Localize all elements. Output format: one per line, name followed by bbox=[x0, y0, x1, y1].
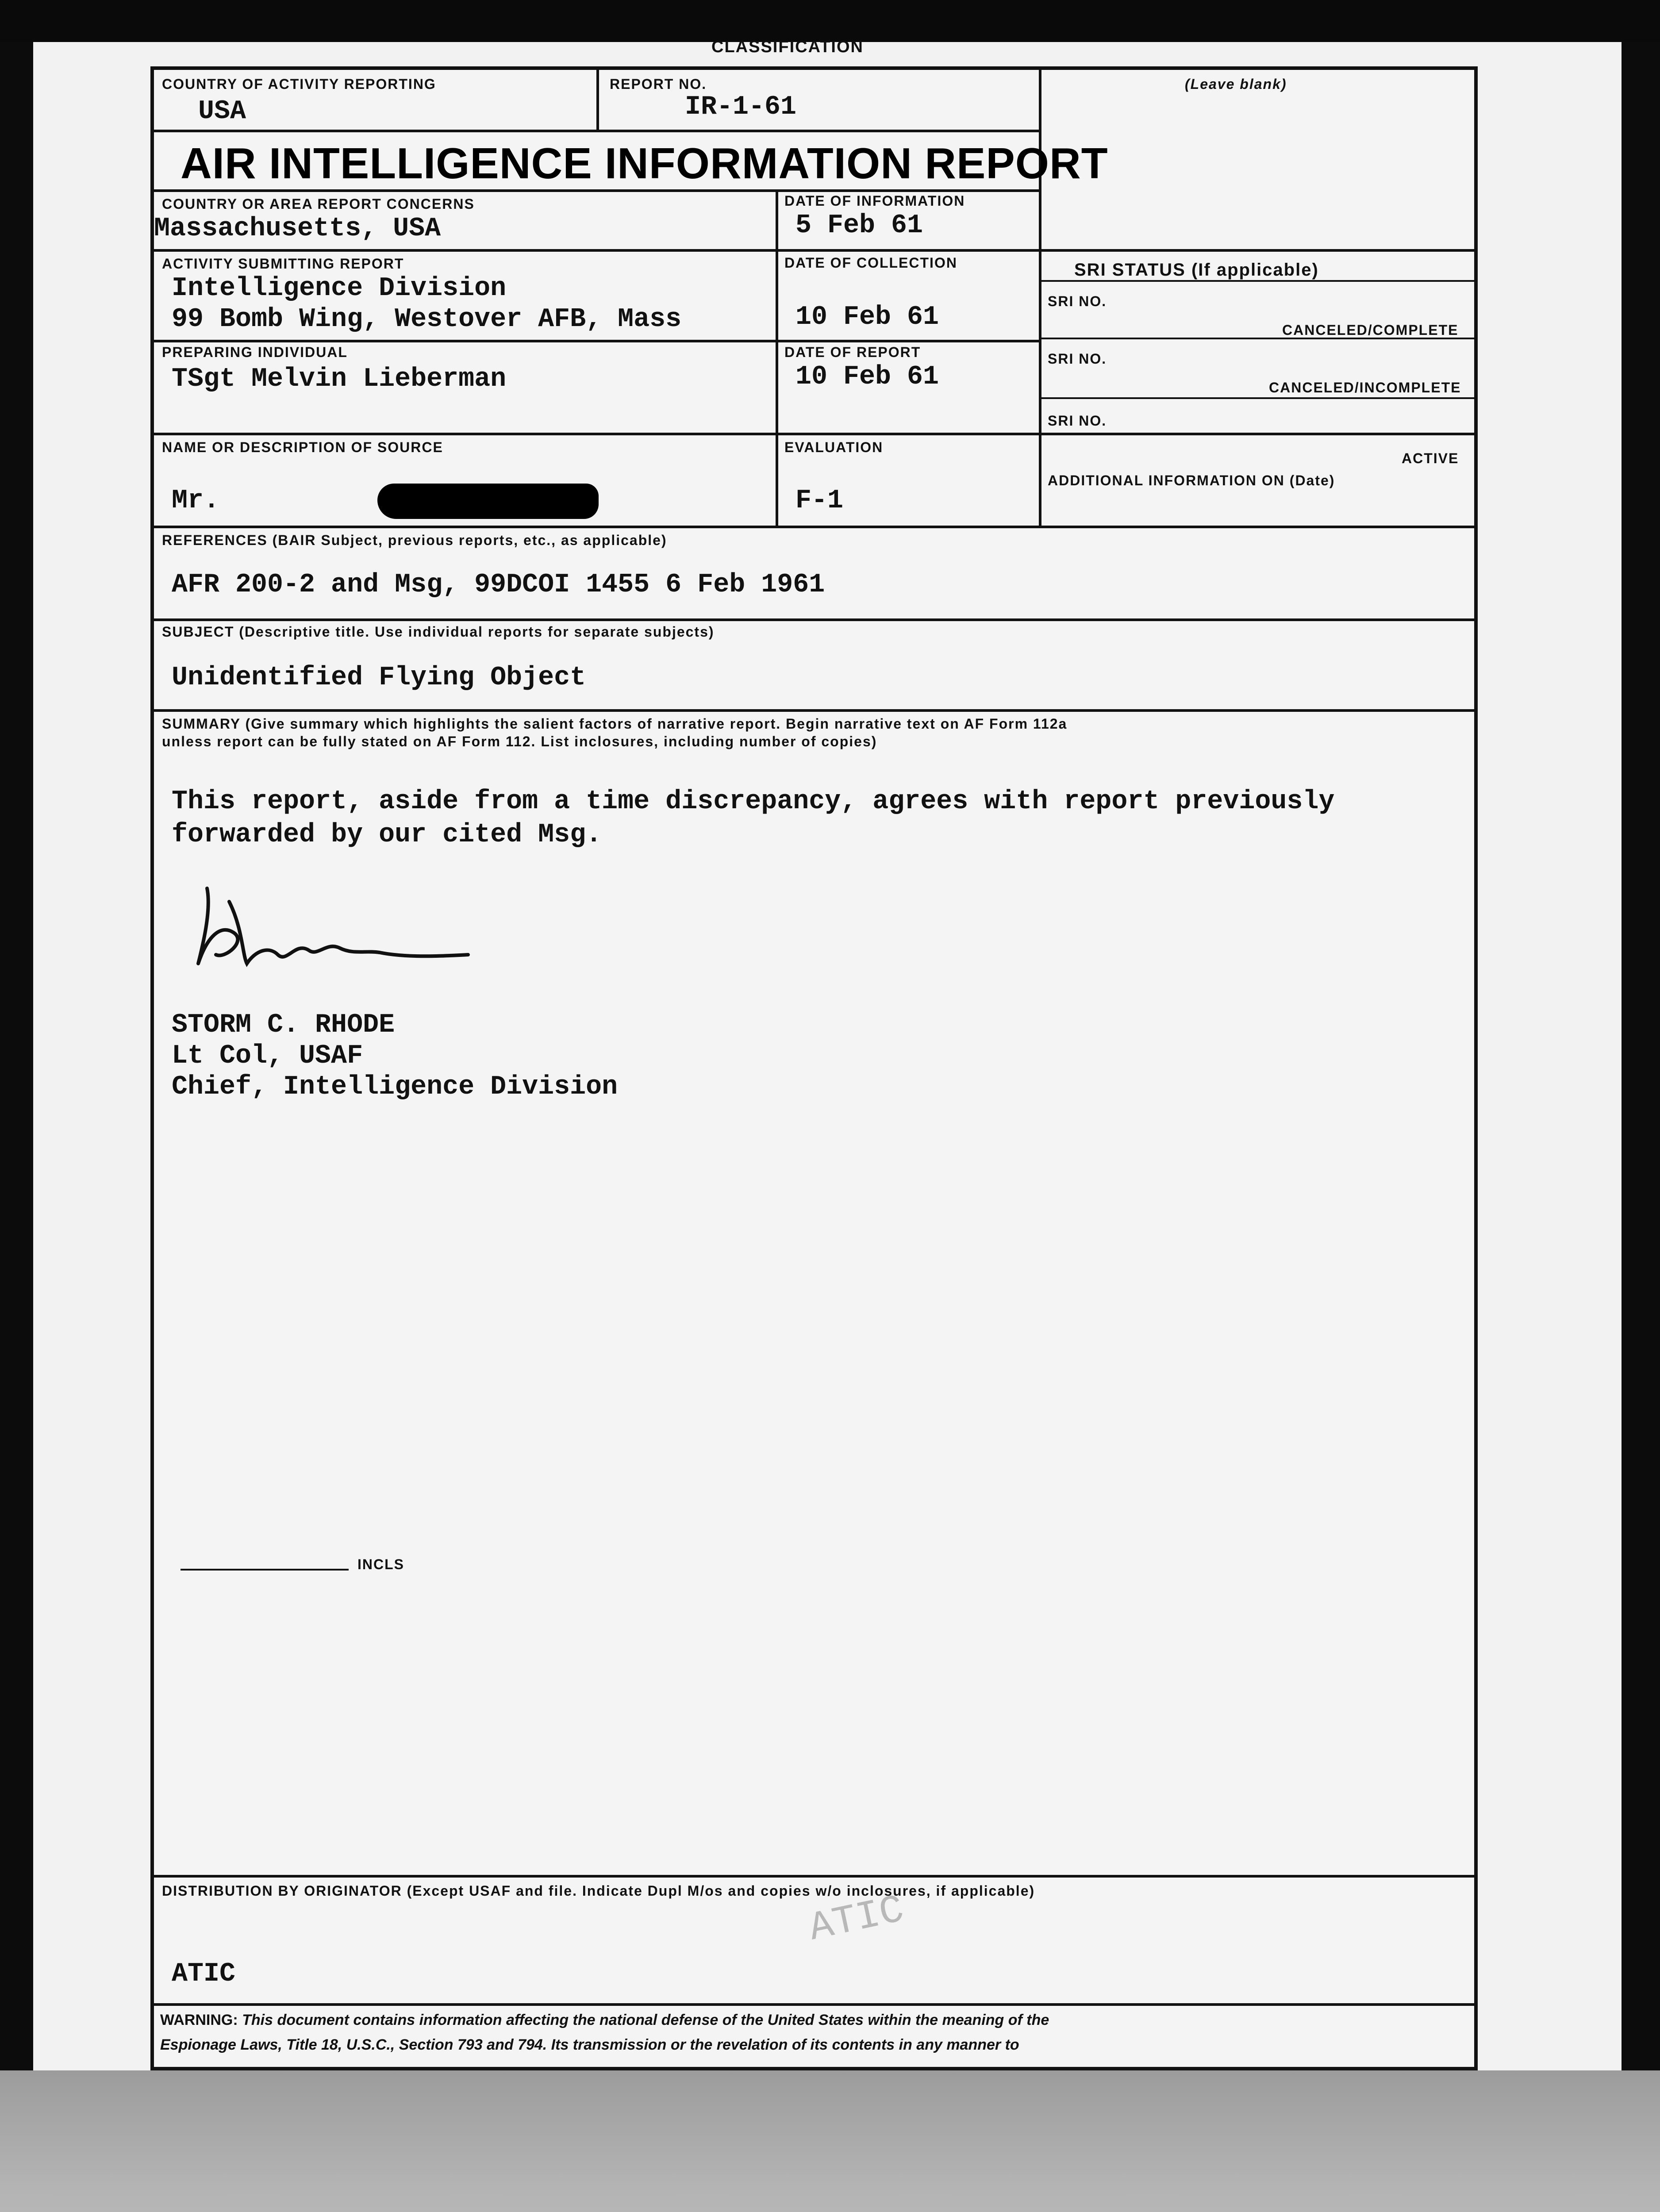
rule bbox=[596, 70, 599, 130]
scan-top-border bbox=[0, 0, 1660, 42]
sri-status-label: SRI STATUS (If applicable) bbox=[1074, 260, 1319, 280]
date-of-collection-label: DATE OF COLLECTION bbox=[784, 255, 957, 271]
activity-submitting-line2: 99 Bomb Wing, Westover AFB, Mass bbox=[172, 304, 682, 334]
date-of-report-label: DATE OF REPORT bbox=[784, 344, 921, 360]
rule bbox=[154, 340, 1039, 342]
rule bbox=[154, 130, 1039, 132]
atic-stamp: ATIC bbox=[805, 1887, 908, 1952]
summary-label-line2: unless report can be fully stated on AF Form 112. List inclosures, including number of copies) bbox=[162, 733, 877, 749]
signer-title: Chief, Intelligence Division bbox=[172, 1072, 618, 1102]
report-no-label: REPORT NO. bbox=[610, 76, 707, 92]
warning-text-1: This document contains information affecting the national defense of the United States within the meaning of the bbox=[242, 2012, 1049, 2028]
preparing-individual-label: PREPARING INDIVIDUAL bbox=[162, 344, 348, 360]
source-label: NAME OR DESCRIPTION OF SOURCE bbox=[162, 439, 443, 455]
redaction-mark bbox=[377, 484, 599, 519]
rule bbox=[1039, 280, 1474, 282]
sri-canceled-incomplete: CANCELED/INCOMPLETE bbox=[1269, 380, 1461, 396]
date-of-information-label: DATE OF INFORMATION bbox=[784, 193, 965, 209]
rule bbox=[154, 526, 1474, 528]
summary-label-line1: SUMMARY (Give summary which highlights the salient factors of narrative report. Begin narrative text on AF Form 112a bbox=[162, 716, 1068, 732]
rule bbox=[154, 1875, 1474, 1878]
references-value: AFR 200-2 and Msg, 99DCOI 1455 6 Feb 1961 bbox=[172, 570, 825, 600]
subject-value: Unidentified Flying Object bbox=[172, 663, 586, 693]
rule bbox=[1039, 397, 1474, 399]
report-form bbox=[150, 66, 1478, 2070]
date-of-report-value: 10 Feb 61 bbox=[795, 362, 939, 392]
evaluation-value: F-1 bbox=[795, 486, 844, 516]
signature-mark bbox=[181, 875, 534, 1021]
rule bbox=[776, 189, 778, 526]
rule bbox=[154, 618, 1474, 621]
sri-canceled-complete: CANCELED/COMPLETE bbox=[1282, 322, 1459, 338]
report-no-value: IR-1-61 bbox=[685, 92, 797, 122]
leave-blank-label: (Leave blank) bbox=[1185, 76, 1287, 92]
scan-bottom-area bbox=[0, 2070, 1660, 2212]
sri-additional-info: ADDITIONAL INFORMATION ON (Date) bbox=[1048, 472, 1335, 488]
form-title: AIR INTELLIGENCE INFORMATION REPORT bbox=[181, 139, 1108, 188]
activity-submitting-line1: Intelligence Division bbox=[172, 273, 507, 303]
distribution-value: ATIC bbox=[172, 1959, 236, 1989]
subject-label: SUBJECT (Descriptive title. Use individual reports for separate subjects) bbox=[162, 624, 715, 640]
references-label: REFERENCES (BAIR Subject, previous reports, etc., as applicable) bbox=[162, 532, 667, 548]
warning-line1 bbox=[160, 2008, 1468, 2032]
preparing-individual-value: TSgt Melvin Lieberman bbox=[172, 364, 507, 394]
evaluation-label: EVALUATION bbox=[784, 439, 884, 455]
summary-text-line2: forwarded by our cited Msg. bbox=[172, 820, 602, 850]
distribution-label: DISTRIBUTION BY ORIGINATOR (Except USAF and file. Indicate Dupl M/os and copies w/o inclosures, if applicable) bbox=[162, 1883, 1035, 1899]
country-reporting-value: USA bbox=[198, 96, 246, 127]
country-concerns-label: COUNTRY OR AREA REPORT CONCERNS bbox=[162, 196, 475, 212]
date-of-information-value: 5 Feb 61 bbox=[795, 211, 923, 241]
date-of-collection-value: 10 Feb 61 bbox=[795, 302, 939, 332]
sri-no-label-2: SRI NO. bbox=[1048, 351, 1107, 367]
warning-label: WARNING: bbox=[160, 2012, 238, 2028]
signer-name: STORM C. RHODE bbox=[172, 1010, 395, 1040]
signer-rank: Lt Col, USAF bbox=[172, 1041, 363, 1071]
warning-block bbox=[154, 2003, 1474, 2065]
rule bbox=[154, 249, 1474, 252]
classification-header: CLASSIFICATION bbox=[711, 38, 864, 56]
country-reporting-label: COUNTRY OF ACTIVITY REPORTING bbox=[162, 76, 436, 92]
country-concerns-value: Massachusetts, USA bbox=[154, 214, 441, 244]
sri-no-label-3: SRI NO. bbox=[1048, 413, 1107, 429]
incls-label: INCLS bbox=[357, 1556, 404, 1572]
source-value: Mr. bbox=[172, 486, 220, 516]
rule bbox=[154, 709, 1474, 712]
warning-text-2: Espionage Laws, Title 18, U.S.C., Section 793 and 794. Its transmission or the revelation of its contents in any manner to bbox=[160, 2036, 1019, 2053]
activity-submitting-label: ACTIVITY SUBMITTING REPORT bbox=[162, 256, 404, 272]
sri-no-label-1: SRI NO. bbox=[1048, 293, 1107, 309]
rule bbox=[154, 189, 1039, 192]
sri-active: ACTIVE bbox=[1402, 450, 1459, 466]
warning-line2 bbox=[160, 2032, 1468, 2057]
summary-text-line1: This report, aside from a time discrepancy, agrees with report previously bbox=[172, 787, 1335, 817]
rule bbox=[154, 433, 1474, 435]
incls-blank-line bbox=[181, 1569, 349, 1571]
